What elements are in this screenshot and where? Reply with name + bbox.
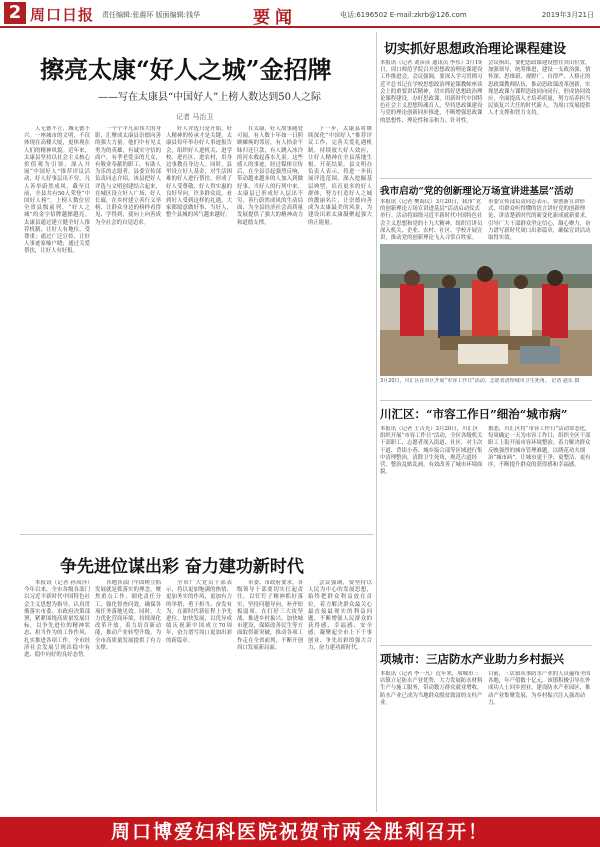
bottom-headline: 争先进位谋出彩 奋力建功新时代 (60, 557, 304, 577)
paper-name: 周口日报 (30, 6, 95, 24)
lead-column-2: 一个个平凡而伟大的身影，汇聚成太康县崇德向善的强大力量。他们中有见义勇为的英雄，有诚实守信的商户，有孝老爱亲的儿女，有敬业奉献的职工，有助人为乐的志愿者。县委宣传部负责同志介绍，该县把好人评选与文明创建结合起来，在城区设立好人广场、好人长廊，在乡村建立善行义举榜，让群众身边的榜样看得见、学得到，使向上向善成为全社会的自觉追求。 (95, 126, 161, 226)
column-divider (376, 32, 377, 812)
theory-course-column-b: 会议指出，要把思政课建设摆在突出位置，加强领导，统筹推进，建设一支政治强、情怀深、思维新、视野广、自律严、人格正的思政课教师队伍，推动思政课改革创新，实现思政课与课程思政同向同行，形成协同效应，全面提高人才培养质量，努力培养担当民族复兴大任的时代新人，为周口发展提供人才支撑和智力支持。 (488, 60, 591, 117)
page-number: 2 (4, 2, 26, 24)
photo-caption: 3月20日，川汇区在市区开展“市容工作日”活动，志愿者清理城市卫生死角。 记者 赵乐 摄 (380, 378, 580, 384)
advertisement-banner (0, 817, 600, 847)
volunteers-photo (380, 244, 592, 376)
editor-info: 责任编辑:张震环 版面编辑:钱华 (102, 11, 200, 19)
bottom-column-2: 各地各部门牢固树立抓发展就是抓落实的理念，聚焦重点工作，细化责任分工，强化督查问效，确保各项任务落地见效。同时，大力优化营商环境，持续深化改革开放，着力培育新动能，推动产业转型升级，为全市高质量发展提供了有力支撑。 (95, 580, 161, 651)
waterproof-industry-column-b: 目前，三店镇从事防水产业的人员遍布全国各地，年产值数十亿元，该镇积极引导在外成功人士回乡创业，建设防水产业园区，推动产业集聚发展，为乡村振兴注入强劲动力。 (488, 671, 591, 706)
city-appearance-column-b: 据悉，川汇区将“市容工作日”活动常态化，每周确定一天为市容工作日，组织全区干部职工上街开展市容环境整治，着力解决群众反映强烈的城市管理难题，以绣花功夫细治“城市病”，让城市更干净、更整洁、更有序，不断提升群众的获得感和幸福感。 (488, 426, 591, 469)
city-appearance-headline: 川汇区：“市容工作日”细治“城市病” (380, 407, 568, 421)
section-divider (20, 534, 374, 535)
waterproof-industry-headline: 项城市：三店防水产业助力乡村振兴 (380, 652, 564, 666)
lead-byline: 记者 马治卫 (176, 113, 214, 121)
section-title: 要闻 (253, 8, 297, 28)
lead-column-4: 在太康，好人故事随处可闻。有人数十年如一日照顾瘫痪的邻居，有人拾金不昧归还巨款，有人跳入冰冷的河水救起落水儿童。这些感人的事迹，经过媒体宣传后，在全县引起强烈反响，带动越来越多的人加入到做好事、当好人的行列中来。太康县已形成好人层出不穷、善行蔚然成风的生动局面，为全县经济社会高质量发展提供了强大的精神动力和道德支撑。 (237, 126, 303, 226)
lead-headline: 擦亮太康“好人之城”金招牌 (40, 55, 332, 84)
lead-column-1: 人无德不立，城无德不兴。一座城市的文明，不仅体现在高楼大厦，更体现在人们的精神风貌。近年来，太康县坚持以社会主义核心价值观为引领，深入开展“中国好人”推荐评议活动，好人好事层出不穷，凡人善举蔚然成风，截至目前，全县共有50人荣登“中国好人榜”，上榜人数位居全省县级前列，“好人之城”的金字招牌越擦越亮。太康县通过建立健全好人推荐机制，让好人有地位、受尊重；通过广泛宣传，让好人事迹家喻户晓；通过关爱帮扶，让好人有好报。 (24, 126, 90, 255)
masthead (0, 0, 600, 28)
lecture-campaign-headline: 我市启动“党的创新理论万场宣讲进基层”活动 (380, 186, 574, 197)
bottom-column-5: 会议强调，要坚持以人民为中心的发展思想，始终把群众利益放在首位，着力解决群众最关心最直接最现实的利益问题，不断增强人民群众的获得感、幸福感、安全感，凝聚起全市上下干事创业、争先出彩的强大合力，奋力建功新时代。 (308, 580, 372, 651)
lecture-campaign-column-b: 市委宣传部负责同志表示，要创新宣讲形式，用群众听得懂的语言讲好党的创新理论，讲清楚新时代的新变化新成就新要求，引导广大干部群众坚定信心，凝心聚力，奋力谱写新时代周口出彩篇章，确保宣讲活动取得实效。 (488, 199, 591, 242)
bottom-column-1: 本报讯（记者 孙凤萍）今年以来，全市各级各部门以习近平新时代中国特色社会主义思想为指导，认真贯彻落实市委、市政府决策部署，紧紧围绕高质量发展目标，以争先进位的精神状态、担当作为的工作作风，扎实推进各项工作，全市经济社会发展呈现出稳中有进、稳中向好的良好态势。 (24, 580, 90, 659)
waterproof-industry-column-a: 本报讯（记者 李一凡）近年来，项城市三店镇立足防水产业优势，大力发展防水材料生产与施工服务，带动数万群众就业增收，防水产业已成为当地群众脱贫致富的支柱产业。 (380, 671, 483, 706)
bottom-column-3: 全市广大党员干部表示，将以更加饱满的热情、更加务实的作风、更加有力的举措，勇于担当、奋发有为，在新时代新征程上争先进位、加快发展，以优异成绩庆祝新中国成立70周年，奋力谱写周口更加出彩的新篇章。 (166, 580, 232, 644)
bottom-column-4: 市委、市政府要求，各级领导干部要切实扛起责任，以钉钉子精神抓好落实，坚持问题导向，补齐短板弱项，在打好三大攻坚战、推进乡村振兴、加快城市建设、保障改善民生等方面取得新突破，推动各项工作走在全省前列，不断开创周口发展新局面。 (237, 580, 303, 651)
lecture-campaign-column-a: 本报讯（记者 樊海民）3月20日，我市“党的创新理论万场宣讲进基层”活动启动仪式举行。活动将围绕习近平新时代中国特色社会主义思想和党的十九大精神，组织宣讲员深入机关、企业、农村、社区、学校开展宣讲，推动党的创新理论飞入寻常百姓家。 (380, 199, 483, 242)
issue-date: 2019年3月21日 (541, 11, 594, 19)
contact-info: 电话:6196502 E-mail:zkrb@126.com (340, 11, 467, 19)
section-divider (380, 400, 592, 401)
lead-column-5: 下一步，太康县将继续深化“中国好人”推荐评议工作，完善关爱礼遇机制，持续放大好人效应，让好人精神在全县落地生根、开花结果。县文明办负责人表示，将进一步拓展评选范围，深入挖掘基层典型，培育更多的好人群体，努力打造好人之城的靓丽名片，让崇德向善成为太康最美的风景，为建设出彩太康凝聚起强大的正能量。 (308, 126, 372, 226)
theory-course-column-a: 本报讯（记者 刘彦彦 通讯员 李东）3月19日，周口师范学院召开思想政治理论课建设工作推进会。会议强调，要深入学习贯彻习近平总书记在学校思想政治理论课教师座谈会上的重要讲话精神，切实抓好思想政治理论课程建设，办好思政课，用新时代中国特色社会主义思想铸魂育人，坚持思政课建设与党的理论创新同步推进，不断增强思政课的思想性、理论性和亲和力、针对性。 (380, 60, 483, 124)
theory-course-headline: 切实抓好思想政治理论课程建设 (384, 42, 567, 57)
lead-subheadline: ——写在太康县“中国好人”上榜人数达到50人之际 (98, 92, 321, 103)
section-divider (380, 645, 592, 646)
city-appearance-column-a: 本报讯（记者 王吉光）3月20日，川汇区组织开展“市容工作日”活动，全区各级机关干部职工、志愿者深入街道、社区，对主次干道、背街小巷、城乡接合部等区域进行集中清理整治，清除卫生死角，规范占道经营，整治乱贴乱画，有效改善了城市环境面貌。 (380, 426, 483, 476)
banner-text: 周口博爱妇科医院祝贺市两会胜利召开！ (110, 821, 489, 843)
section-divider (380, 178, 592, 179)
lead-column-3: 好人评选只是开始，好人精神的传承才是关键。太康县每年举办好人事迹报告会，组织好人进机关、进学校、进社区、进农村，用身边事教育身边人。同时，县里设立好人基金，对生活困难的好人进行帮扶，形成了好人受尊敬、好人得实惠的良好导向。许多群众说，看到好人受到这样的礼遇，大家都愿意做好事、当好人，整个县城的风气越来越好。 (166, 126, 232, 219)
